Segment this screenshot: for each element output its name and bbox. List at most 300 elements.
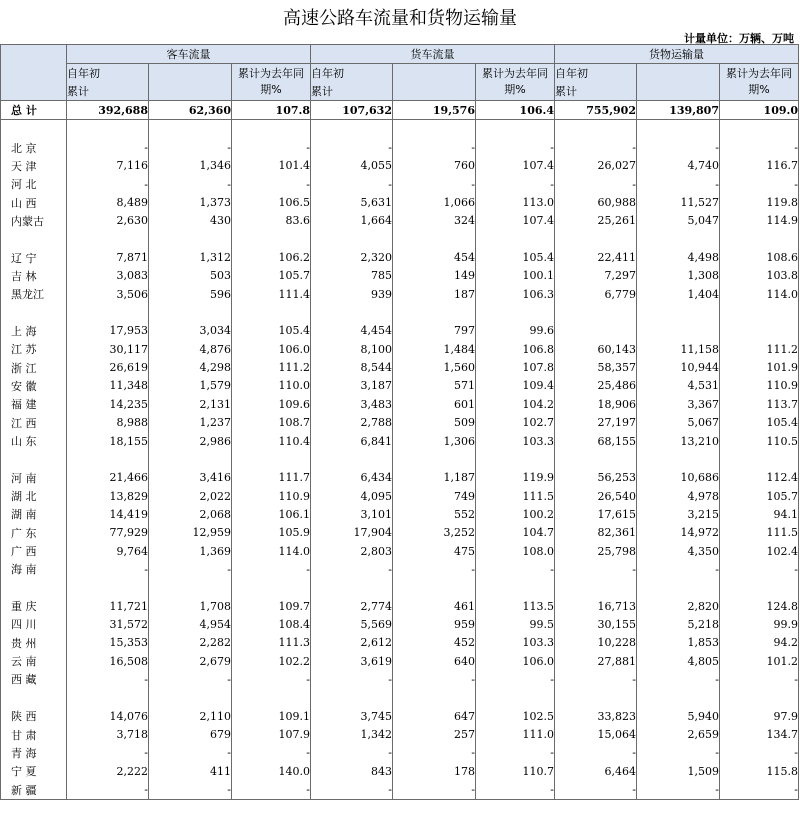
cell-value: [393, 689, 476, 707]
cell-value: 760: [393, 157, 476, 175]
table-row: [1, 322, 799, 340]
table-row: [1, 707, 799, 725]
cell-value: -: [149, 560, 232, 578]
table-row: [1, 377, 799, 395]
cell-value: 111.5: [476, 487, 555, 505]
cell-value: -: [720, 175, 799, 193]
data-table: [0, 44, 799, 800]
cell-value: 5,569: [311, 615, 393, 633]
cell-value: 6,779: [555, 285, 637, 303]
cell-value: -: [555, 744, 637, 762]
table-row: [1, 579, 799, 597]
cell-value: 139,807: [637, 101, 720, 120]
cell-value: 640: [393, 652, 476, 670]
table-row: [1, 120, 799, 139]
header-cumulative: 累计: [311, 82, 393, 101]
table-row: [1, 138, 799, 156]
cell-value: 4,954: [149, 615, 232, 633]
cell-value: [67, 689, 149, 707]
cell-value: 105.7: [720, 487, 799, 505]
cell-value: 107.4: [476, 212, 555, 230]
cell-value: 187: [393, 285, 476, 303]
cell-value: 10,686: [637, 469, 720, 487]
cell-value: 257: [393, 725, 476, 743]
cell-value: -: [476, 744, 555, 762]
cell-value: -: [393, 780, 476, 799]
cell-value: 2,320: [311, 248, 393, 266]
cell-value: [555, 450, 637, 468]
province-name: 海 南: [1, 560, 67, 578]
cell-value: [720, 120, 799, 139]
cell-value: [555, 120, 637, 139]
cell-value: 2,131: [149, 395, 232, 413]
cell-value: 4,978: [637, 487, 720, 505]
header-since-year-start: 自年初: [311, 64, 393, 83]
cell-value: -: [393, 560, 476, 578]
province-name: 湖 南: [1, 505, 67, 523]
cell-value: 4,805: [637, 652, 720, 670]
cell-value: 1,369: [149, 542, 232, 560]
cell-value: 111.4: [232, 285, 311, 303]
cell-value: 3,718: [67, 725, 149, 743]
cell-value: 99.9: [720, 615, 799, 633]
cell-value: -: [476, 138, 555, 156]
cell-value: 7,297: [555, 267, 637, 285]
cell-value: 110.7: [476, 762, 555, 780]
cell-value: 14,972: [637, 524, 720, 542]
cell-value: [311, 579, 393, 597]
cell-value: [720, 579, 799, 597]
cell-value: -: [67, 138, 149, 156]
cell-value: [232, 120, 311, 139]
cell-value: -: [67, 175, 149, 193]
cell-value: [476, 579, 555, 597]
cell-value: 1,312: [149, 248, 232, 266]
cell-value: 1,484: [393, 340, 476, 358]
cell-value: [311, 303, 393, 321]
cell-value: -: [637, 175, 720, 193]
cell-value: [67, 303, 149, 321]
cell-value: 102.4: [720, 542, 799, 560]
cell-value: 102.7: [476, 414, 555, 432]
cell-value: 8,100: [311, 340, 393, 358]
province-name: 广 东: [1, 524, 67, 542]
cell-value: 1,187: [393, 469, 476, 487]
table-row: [1, 560, 799, 578]
cell-value: [637, 689, 720, 707]
cell-value: -: [311, 780, 393, 799]
cell-value: 2,022: [149, 487, 232, 505]
cell-value: 56,253: [555, 469, 637, 487]
cell-value: 392,688: [67, 101, 149, 120]
province-name: 吉 林: [1, 267, 67, 285]
cell-value: 4,531: [637, 377, 720, 395]
cell-value: [311, 689, 393, 707]
cell-value: -: [637, 744, 720, 762]
cell-value: -: [149, 780, 232, 799]
cell-value: 3,252: [393, 524, 476, 542]
cell-value: [555, 689, 637, 707]
cell-value: 3,034: [149, 322, 232, 340]
cell-value: 114.0: [720, 285, 799, 303]
cell-value: 14,076: [67, 707, 149, 725]
province-name: 总 计: [1, 101, 67, 120]
cell-value: 3,215: [637, 505, 720, 523]
cell-value: -: [476, 560, 555, 578]
table-row: [1, 432, 799, 450]
cell-value: 106.3: [476, 285, 555, 303]
province-name: 福 建: [1, 395, 67, 413]
cell-value: 8,988: [67, 414, 149, 432]
cell-value: 6,841: [311, 432, 393, 450]
province-name: [1, 230, 67, 248]
cell-value: 4,350: [637, 542, 720, 560]
cell-value: 108.4: [232, 615, 311, 633]
cell-value: 1,509: [637, 762, 720, 780]
table-row: [1, 157, 799, 175]
cell-value: 2,110: [149, 707, 232, 725]
table-row: [1, 652, 799, 670]
table-row: [1, 725, 799, 743]
cell-value: 5,218: [637, 615, 720, 633]
cell-value: 3,745: [311, 707, 393, 725]
cell-value: 461: [393, 597, 476, 615]
table-row: [1, 212, 799, 230]
cell-value: 12,959: [149, 524, 232, 542]
province-name: 广 西: [1, 542, 67, 560]
cell-value: -: [149, 175, 232, 193]
cell-value: 19,576: [393, 101, 476, 120]
cell-value: -: [232, 560, 311, 578]
cell-value: 115.8: [720, 762, 799, 780]
cell-value: [720, 689, 799, 707]
table-row: [1, 597, 799, 615]
cell-value: 106.8: [476, 340, 555, 358]
cell-value: [637, 322, 720, 340]
table-row: [1, 670, 799, 688]
cell-value: 103.3: [476, 634, 555, 652]
cell-value: [232, 230, 311, 248]
cell-value: 1,404: [637, 285, 720, 303]
province-name: 山 西: [1, 193, 67, 211]
cell-value: 14,419: [67, 505, 149, 523]
cell-value: 10,228: [555, 634, 637, 652]
cell-value: -: [311, 138, 393, 156]
cell-value: -: [720, 780, 799, 799]
cell-value: 1,708: [149, 597, 232, 615]
cell-value: 939: [311, 285, 393, 303]
table-row: [1, 634, 799, 652]
cell-value: -: [67, 670, 149, 688]
cell-value: 60,988: [555, 193, 637, 211]
cell-value: 31,572: [67, 615, 149, 633]
cell-value: 5,067: [637, 414, 720, 432]
province-name: 西 藏: [1, 670, 67, 688]
cell-value: 2,679: [149, 652, 232, 670]
cell-value: -: [393, 744, 476, 762]
cell-value: 8,489: [67, 193, 149, 211]
cell-value: 108.7: [232, 414, 311, 432]
cell-value: 21,466: [67, 469, 149, 487]
cell-value: 8,544: [311, 358, 393, 376]
cell-value: 108.0: [476, 542, 555, 560]
cell-value: 4,095: [311, 487, 393, 505]
cell-value: 4,876: [149, 340, 232, 358]
cell-value: 105.4: [476, 248, 555, 266]
province-name: 贵 州: [1, 634, 67, 652]
cell-value: 111.2: [232, 358, 311, 376]
header-yoy-text: 累计为去年同期%: [726, 67, 792, 96]
cell-value: -: [232, 780, 311, 799]
cell-value: [149, 689, 232, 707]
cell-value: 94.1: [720, 505, 799, 523]
province-name: 甘 肃: [1, 725, 67, 743]
cell-value: -: [555, 780, 637, 799]
cell-value: 99.6: [476, 322, 555, 340]
cell-value: 111.3: [232, 634, 311, 652]
cell-value: [393, 120, 476, 139]
cell-value: 103.3: [476, 432, 555, 450]
cell-value: -: [311, 560, 393, 578]
cell-value: -: [232, 670, 311, 688]
cell-value: 27,197: [555, 414, 637, 432]
cell-value: 1,560: [393, 358, 476, 376]
cell-value: 94.2: [720, 634, 799, 652]
cell-value: [311, 120, 393, 139]
cell-value: 7,871: [67, 248, 149, 266]
cell-value: 411: [149, 762, 232, 780]
cell-value: [720, 230, 799, 248]
cell-value: 2,282: [149, 634, 232, 652]
cell-value: 101.2: [720, 652, 799, 670]
cell-value: 113.0: [476, 193, 555, 211]
header-blank: [149, 64, 232, 101]
cell-value: 17,953: [67, 322, 149, 340]
cell-value: -: [232, 744, 311, 762]
cell-value: -: [637, 780, 720, 799]
cell-value: 2,788: [311, 414, 393, 432]
cell-value: 106.0: [476, 652, 555, 670]
table-row: [1, 762, 799, 780]
cell-value: 33,823: [555, 707, 637, 725]
cell-value: 11,158: [637, 340, 720, 358]
cell-value: 100.2: [476, 505, 555, 523]
cell-value: 9,764: [67, 542, 149, 560]
cell-value: -: [232, 175, 311, 193]
cell-value: [476, 230, 555, 248]
cell-value: 26,027: [555, 157, 637, 175]
cell-value: [67, 579, 149, 597]
cell-value: 2,803: [311, 542, 393, 560]
table-row: [1, 414, 799, 432]
cell-value: -: [311, 670, 393, 688]
province-name: 陕 西: [1, 707, 67, 725]
cell-value: [149, 230, 232, 248]
cell-value: [555, 230, 637, 248]
cell-value: [637, 450, 720, 468]
cell-value: [555, 579, 637, 597]
province-name: 云 南: [1, 652, 67, 670]
cell-value: 679: [149, 725, 232, 743]
cell-value: 3,619: [311, 652, 393, 670]
cell-value: -: [637, 138, 720, 156]
cell-value: -: [232, 138, 311, 156]
cell-value: 11,348: [67, 377, 149, 395]
cell-value: [720, 322, 799, 340]
province-name: [1, 450, 67, 468]
table-row: [1, 524, 799, 542]
cell-value: 647: [393, 707, 476, 725]
header-corner: [1, 45, 67, 101]
cell-value: 3,483: [311, 395, 393, 413]
province-name: 辽 宁: [1, 248, 67, 266]
cell-value: 2,222: [67, 762, 149, 780]
cell-value: 503: [149, 267, 232, 285]
cell-value: 178: [393, 762, 476, 780]
cell-value: 104.2: [476, 395, 555, 413]
table-body: [1, 101, 799, 800]
cell-value: [232, 579, 311, 597]
cell-value: 114.9: [720, 212, 799, 230]
cell-value: 101.4: [232, 157, 311, 175]
cell-value: 22,411: [555, 248, 637, 266]
cell-value: 105.4: [720, 414, 799, 432]
cell-value: [476, 303, 555, 321]
cell-value: 60,143: [555, 340, 637, 358]
cell-value: 4,055: [311, 157, 393, 175]
cell-value: 110.9: [720, 377, 799, 395]
cell-value: 109.1: [232, 707, 311, 725]
unit-label: 计量单位：万辆、万吨: [684, 32, 794, 45]
cell-value: 25,486: [555, 377, 637, 395]
cell-value: 959: [393, 615, 476, 633]
table-row: [1, 175, 799, 193]
cell-value: [637, 303, 720, 321]
cell-value: 4,298: [149, 358, 232, 376]
cell-value: -: [149, 138, 232, 156]
cell-value: [476, 689, 555, 707]
cell-value: 2,068: [149, 505, 232, 523]
table-row: [1, 469, 799, 487]
cell-value: 13,210: [637, 432, 720, 450]
cell-value: [393, 450, 476, 468]
cell-value: [149, 450, 232, 468]
cell-value: [476, 450, 555, 468]
cell-value: 11,721: [67, 597, 149, 615]
cell-value: 112.4: [720, 469, 799, 487]
cell-value: 26,540: [555, 487, 637, 505]
cell-value: 109.7: [232, 597, 311, 615]
province-name: [1, 303, 67, 321]
cell-value: 149: [393, 267, 476, 285]
cell-value: 107.8: [476, 358, 555, 376]
header-cumulative: 累计: [67, 82, 149, 101]
cell-value: 797: [393, 322, 476, 340]
cell-value: -: [149, 744, 232, 762]
header-yoy: [476, 64, 555, 101]
cell-value: -: [476, 670, 555, 688]
cell-value: -: [149, 670, 232, 688]
cell-value: 16,713: [555, 597, 637, 615]
cell-value: 14,235: [67, 395, 149, 413]
cell-value: 430: [149, 212, 232, 230]
cell-value: [311, 230, 393, 248]
header-blank: [393, 64, 476, 101]
cell-value: 2,612: [311, 634, 393, 652]
cell-value: 103.8: [720, 267, 799, 285]
cell-value: 2,986: [149, 432, 232, 450]
cell-value: 2,820: [637, 597, 720, 615]
cell-value: 140.0: [232, 762, 311, 780]
header-since-year-start: 自年初: [555, 64, 637, 83]
cell-value: 111.2: [720, 340, 799, 358]
group-header-freight: 货物运输量: [555, 45, 799, 64]
cell-value: 5,631: [311, 193, 393, 211]
table-row: [1, 395, 799, 413]
cell-value: 3,187: [311, 377, 393, 395]
cell-value: 1,664: [311, 212, 393, 230]
cell-value: -: [555, 138, 637, 156]
cell-value: 107.4: [476, 157, 555, 175]
province-name: 黑龙江: [1, 285, 67, 303]
group-header-truck: 货车流量: [311, 45, 555, 64]
province-name: [1, 579, 67, 597]
header-yoy-text: 累计为去年同期%: [482, 67, 548, 96]
province-name: 宁 夏: [1, 762, 67, 780]
cell-value: 68,155: [555, 432, 637, 450]
table-row: [1, 505, 799, 523]
cell-value: 109.6: [232, 395, 311, 413]
cell-value: 27,881: [555, 652, 637, 670]
cell-value: 17,904: [311, 524, 393, 542]
cell-value: 30,155: [555, 615, 637, 633]
province-name: 安 徽: [1, 377, 67, 395]
province-name: 四 川: [1, 615, 67, 633]
cell-value: 843: [311, 762, 393, 780]
table-row: [1, 193, 799, 211]
cell-value: [232, 689, 311, 707]
cell-value: -: [393, 175, 476, 193]
province-name: [1, 120, 67, 139]
province-name: 湖 北: [1, 487, 67, 505]
cell-value: 102.2: [232, 652, 311, 670]
cell-value: 15,353: [67, 634, 149, 652]
cell-value: 110.9: [232, 487, 311, 505]
cell-value: 25,798: [555, 542, 637, 560]
cell-value: 1,853: [637, 634, 720, 652]
cell-value: -: [637, 560, 720, 578]
cell-value: 13,829: [67, 487, 149, 505]
cell-value: 107,632: [311, 101, 393, 120]
cell-value: [311, 450, 393, 468]
province-name: 青 海: [1, 744, 67, 762]
table-row: [1, 230, 799, 248]
cell-value: -: [67, 780, 149, 799]
header-cumulative: 累计: [555, 82, 637, 101]
cell-value: [393, 579, 476, 597]
cell-value: 102.5: [476, 707, 555, 725]
cell-value: 83.6: [232, 212, 311, 230]
cell-value: -: [720, 560, 799, 578]
cell-value: 601: [393, 395, 476, 413]
table-row: [1, 487, 799, 505]
cell-value: -: [67, 560, 149, 578]
cell-value: 3,083: [67, 267, 149, 285]
table-row: [1, 267, 799, 285]
header-since-year-start: 自年初: [67, 64, 149, 83]
cell-value: [149, 120, 232, 139]
cell-value: [67, 120, 149, 139]
